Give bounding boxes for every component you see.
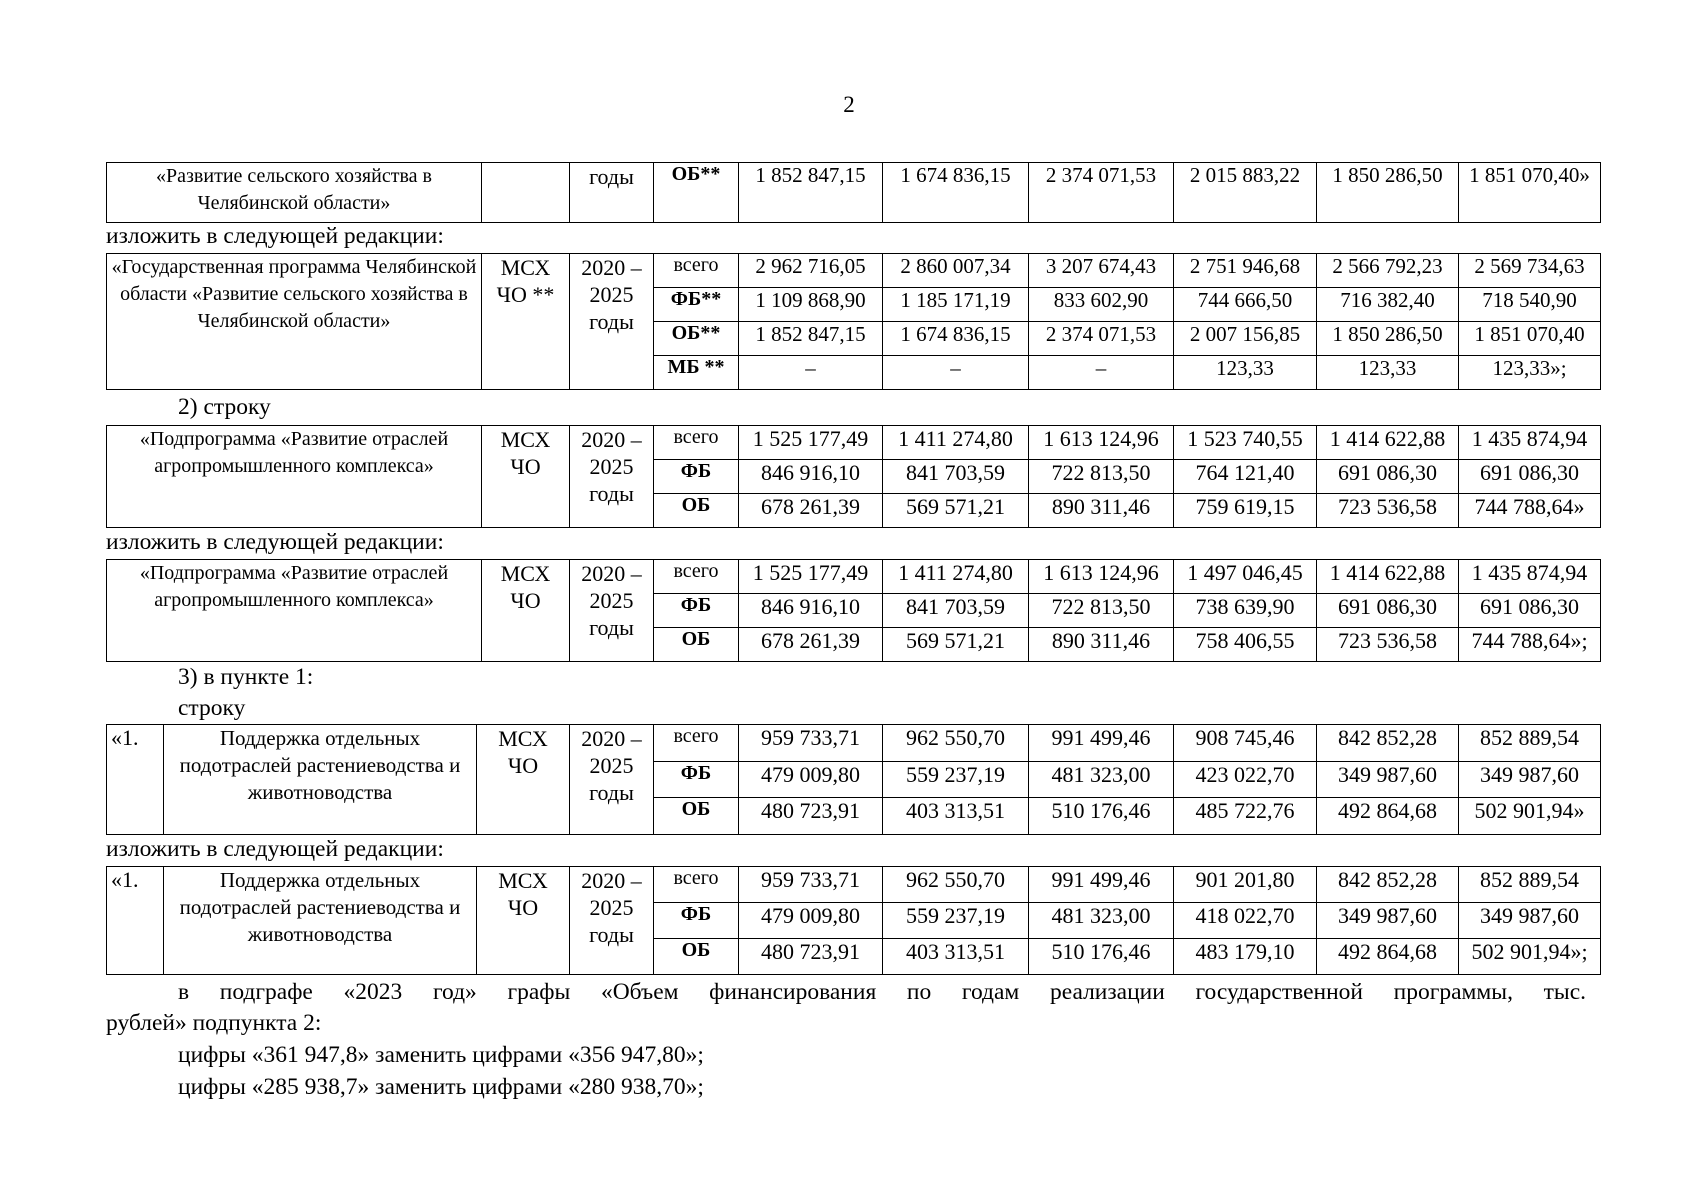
value-cell: 481 323,00 xyxy=(1029,762,1174,798)
value-2020: 1 852 847,15 xyxy=(739,163,883,223)
period: 2020 – 2025 годы xyxy=(570,725,654,835)
value-cell: 716 382,40 xyxy=(1317,288,1459,322)
period: 2020 – 2025 годы xyxy=(570,867,654,975)
value-cell: 962 550,70 xyxy=(883,867,1029,903)
value-cell: 1 411 274,80 xyxy=(883,560,1029,594)
source: ФБ xyxy=(654,903,739,939)
item-2-label: 2) строку xyxy=(178,394,271,420)
value-cell: 403 313,51 xyxy=(883,939,1029,975)
value-cell: 959 733,71 xyxy=(739,867,883,903)
value-cell: 722 813,50 xyxy=(1029,460,1174,494)
executor: МСХ ЧО ** xyxy=(482,254,570,390)
value-cell: 1 523 740,55 xyxy=(1174,426,1317,460)
value-cell: 1 435 874,94 xyxy=(1459,560,1601,594)
value-cell: 962 550,70 xyxy=(883,725,1029,762)
value-cell: 1 109 868,90 xyxy=(739,288,883,322)
row-label: строку xyxy=(178,695,246,721)
program-name: «Государственная программа Челябинской области «Развитие сельского хозяйства в Челябинской области» xyxy=(107,254,482,390)
table-previous-tail xyxy=(106,162,1601,223)
value-cell: 1 674 836,15 xyxy=(883,322,1029,356)
value-cell: 908 745,46 xyxy=(1174,725,1317,762)
value-cell: 2 007 156,85 xyxy=(1174,322,1317,356)
period: 2020 – 2025 годы xyxy=(570,254,654,390)
source: всего xyxy=(654,725,739,762)
value-cell: 2 569 734,63 xyxy=(1459,254,1601,288)
amend-label: изложить в следующей редакции: xyxy=(106,223,444,249)
value-cell: 691 086,30 xyxy=(1317,594,1459,628)
value-cell: 502 901,94»; xyxy=(1459,939,1601,975)
value-cell: 485 722,76 xyxy=(1174,798,1317,835)
measure-name: Поддержка отдельных подотраслей растениеводства и животноводства xyxy=(164,867,477,975)
executor: МСХ ЧО xyxy=(477,867,570,975)
value-cell: 349 987,60 xyxy=(1317,903,1459,939)
value-cell: 502 901,94» xyxy=(1459,798,1601,835)
value-cell: 846 916,10 xyxy=(739,460,883,494)
value-cell: – xyxy=(739,356,883,390)
amend-label: изложить в следующей редакции: xyxy=(106,836,444,862)
value-cell: 403 313,51 xyxy=(883,798,1029,835)
value-cell: 480 723,91 xyxy=(739,939,883,975)
value-cell: 569 571,21 xyxy=(883,494,1029,528)
value-cell: 842 852,28 xyxy=(1317,725,1459,762)
value-cell: – xyxy=(883,356,1029,390)
value-cell: 678 261,39 xyxy=(739,628,883,662)
value-cell: 1 852 847,15 xyxy=(739,322,883,356)
value-cell: 841 703,59 xyxy=(883,594,1029,628)
value-cell: 1 435 874,94 xyxy=(1459,426,1601,460)
value-cell: 349 987,60 xyxy=(1459,903,1601,939)
executor: МСХ ЧО xyxy=(477,725,570,835)
value-cell: 1 414 622,88 xyxy=(1317,560,1459,594)
value-cell: 492 864,68 xyxy=(1317,798,1459,835)
value-cell: 991 499,46 xyxy=(1029,867,1174,903)
value-cell: 723 536,58 xyxy=(1317,494,1459,528)
table-item1-new xyxy=(106,866,1601,975)
value-cell: 479 009,80 xyxy=(739,903,883,939)
subgraph-paragraph-cont: рублей» подпункта 2: xyxy=(106,1010,322,1036)
source: ОБ xyxy=(654,628,739,662)
value-cell: 1 411 274,80 xyxy=(883,426,1029,460)
value-cell: 1 414 622,88 xyxy=(1317,426,1459,460)
value-cell: 890 311,46 xyxy=(1029,494,1174,528)
value-2024: 1 850 286,50 xyxy=(1317,163,1459,223)
value-cell: – xyxy=(1029,356,1174,390)
amend-label: изложить в следующей редакции: xyxy=(106,529,444,555)
table-subprogram-old xyxy=(106,425,1601,528)
value-cell: 510 176,46 xyxy=(1029,798,1174,835)
value-cell: 483 179,10 xyxy=(1174,939,1317,975)
source: ФБ xyxy=(654,594,739,628)
value-cell: 691 086,30 xyxy=(1317,460,1459,494)
table-item1-old xyxy=(106,724,1601,835)
value-cell: 901 201,80 xyxy=(1174,867,1317,903)
source: ФБ xyxy=(654,460,739,494)
value-cell: 852 889,54 xyxy=(1459,867,1601,903)
value-cell: 569 571,21 xyxy=(883,628,1029,662)
value-cell: 722 813,50 xyxy=(1029,594,1174,628)
value-cell: 349 987,60 xyxy=(1459,762,1601,798)
value-cell: 492 864,68 xyxy=(1317,939,1459,975)
page-number: 2 xyxy=(843,92,855,117)
value-cell: 744 788,64»; xyxy=(1459,628,1601,662)
subprogram-name: «Подпрограмма «Развитие отраслей агропромышленного комплекса» xyxy=(107,560,482,662)
executor xyxy=(482,163,570,223)
measure-name: Поддержка отдельных подотраслей растениеводства и животноводства xyxy=(164,725,477,835)
replace-line-2: цифры «285 938,7» заменить цифрами «280 938,70»; xyxy=(178,1074,704,1100)
value-cell: 1 850 286,50 xyxy=(1317,322,1459,356)
value-cell: 423 022,70 xyxy=(1174,762,1317,798)
value-cell: 1 185 171,19 xyxy=(883,288,1029,322)
source: ОБ** xyxy=(654,322,739,356)
value-cell: 691 086,30 xyxy=(1459,460,1601,494)
period: 2020 – 2025 годы xyxy=(570,560,654,662)
source: ОБ xyxy=(654,494,739,528)
value-cell: 481 323,00 xyxy=(1029,903,1174,939)
period: 2020 – 2025 годы xyxy=(570,426,654,528)
replace-line-1: цифры «361 947,8» заменить цифрами «356 947,80»; xyxy=(178,1042,704,1068)
value-cell: 479 009,80 xyxy=(739,762,883,798)
value-cell: 764 121,40 xyxy=(1174,460,1317,494)
executor: МСХ ЧО xyxy=(482,560,570,662)
item-3-label: 3) в пункте 1: xyxy=(178,664,314,690)
value-cell: 842 852,28 xyxy=(1317,867,1459,903)
value-cell: 2 374 071,53 xyxy=(1029,322,1174,356)
value-2021: 1 674 836,15 xyxy=(883,163,1029,223)
value-cell: 1 613 124,96 xyxy=(1029,560,1174,594)
value-cell: 349 987,60 xyxy=(1317,762,1459,798)
value-cell: 559 237,19 xyxy=(883,903,1029,939)
value-cell: 1 525 177,49 xyxy=(739,560,883,594)
source: ОБ** xyxy=(654,163,739,223)
value-cell: 691 086,30 xyxy=(1459,594,1601,628)
value-cell: 3 207 674,43 xyxy=(1029,254,1174,288)
value-cell: 123,33 xyxy=(1174,356,1317,390)
table-subprogram-new xyxy=(106,559,1601,662)
item-index: «1. xyxy=(107,867,164,975)
value-cell: 1 613 124,96 xyxy=(1029,426,1174,460)
value-cell: 744 788,64» xyxy=(1459,494,1601,528)
period: годы xyxy=(570,163,654,223)
subgraph-paragraph: в подграфе «2023 год» графы «Объем финансирования по годам реализации государственной программы, тыс. xyxy=(178,979,1586,1005)
program-name: «Развитие сельского хозяйства в Челябинской области» xyxy=(107,163,482,223)
value-cell: 123,33»; xyxy=(1459,356,1601,390)
value-2023: 2 015 883,22 xyxy=(1174,163,1317,223)
source: ФБ xyxy=(654,762,739,798)
value-cell: 833 602,90 xyxy=(1029,288,1174,322)
value-cell: 2 751 946,68 xyxy=(1174,254,1317,288)
value-cell: 738 639,90 xyxy=(1174,594,1317,628)
value-cell: 480 723,91 xyxy=(739,798,883,835)
value-cell: 678 261,39 xyxy=(739,494,883,528)
value-cell: 1 497 046,45 xyxy=(1174,560,1317,594)
value-cell: 2 860 007,34 xyxy=(883,254,1029,288)
value-cell: 123,33 xyxy=(1317,356,1459,390)
value-cell: 2 962 716,05 xyxy=(739,254,883,288)
source: всего xyxy=(654,560,739,594)
subprogram-name: «Подпрограмма «Развитие отраслей агропромышленного комплекса» xyxy=(107,426,482,528)
value-cell: 1 525 177,49 xyxy=(739,426,883,460)
value-cell: 959 733,71 xyxy=(739,725,883,762)
value-cell: 510 176,46 xyxy=(1029,939,1174,975)
source: МБ ** xyxy=(654,356,739,390)
value-cell: 759 619,15 xyxy=(1174,494,1317,528)
value-cell: 723 536,58 xyxy=(1317,628,1459,662)
value-2025: 1 851 070,40» xyxy=(1459,163,1601,223)
value-cell: 418 022,70 xyxy=(1174,903,1317,939)
source: всего xyxy=(654,426,739,460)
value-cell: 991 499,46 xyxy=(1029,725,1174,762)
value-cell: 718 540,90 xyxy=(1459,288,1601,322)
value-cell: 890 311,46 xyxy=(1029,628,1174,662)
value-cell: 852 889,54 xyxy=(1459,725,1601,762)
source: ФБ** xyxy=(654,288,739,322)
value-cell: 1 851 070,40 xyxy=(1459,322,1601,356)
value-2022: 2 374 071,53 xyxy=(1029,163,1174,223)
value-cell: 2 566 792,23 xyxy=(1317,254,1459,288)
executor: МСХ ЧО xyxy=(482,426,570,528)
value-cell: 744 666,50 xyxy=(1174,288,1317,322)
source: ОБ xyxy=(654,939,739,975)
value-cell: 846 916,10 xyxy=(739,594,883,628)
source: всего xyxy=(654,867,739,903)
source: ОБ xyxy=(654,798,739,835)
table-program-new xyxy=(106,253,1601,390)
source: всего xyxy=(654,254,739,288)
item-index: «1. xyxy=(107,725,164,835)
value-cell: 758 406,55 xyxy=(1174,628,1317,662)
value-cell: 841 703,59 xyxy=(883,460,1029,494)
value-cell: 559 237,19 xyxy=(883,762,1029,798)
